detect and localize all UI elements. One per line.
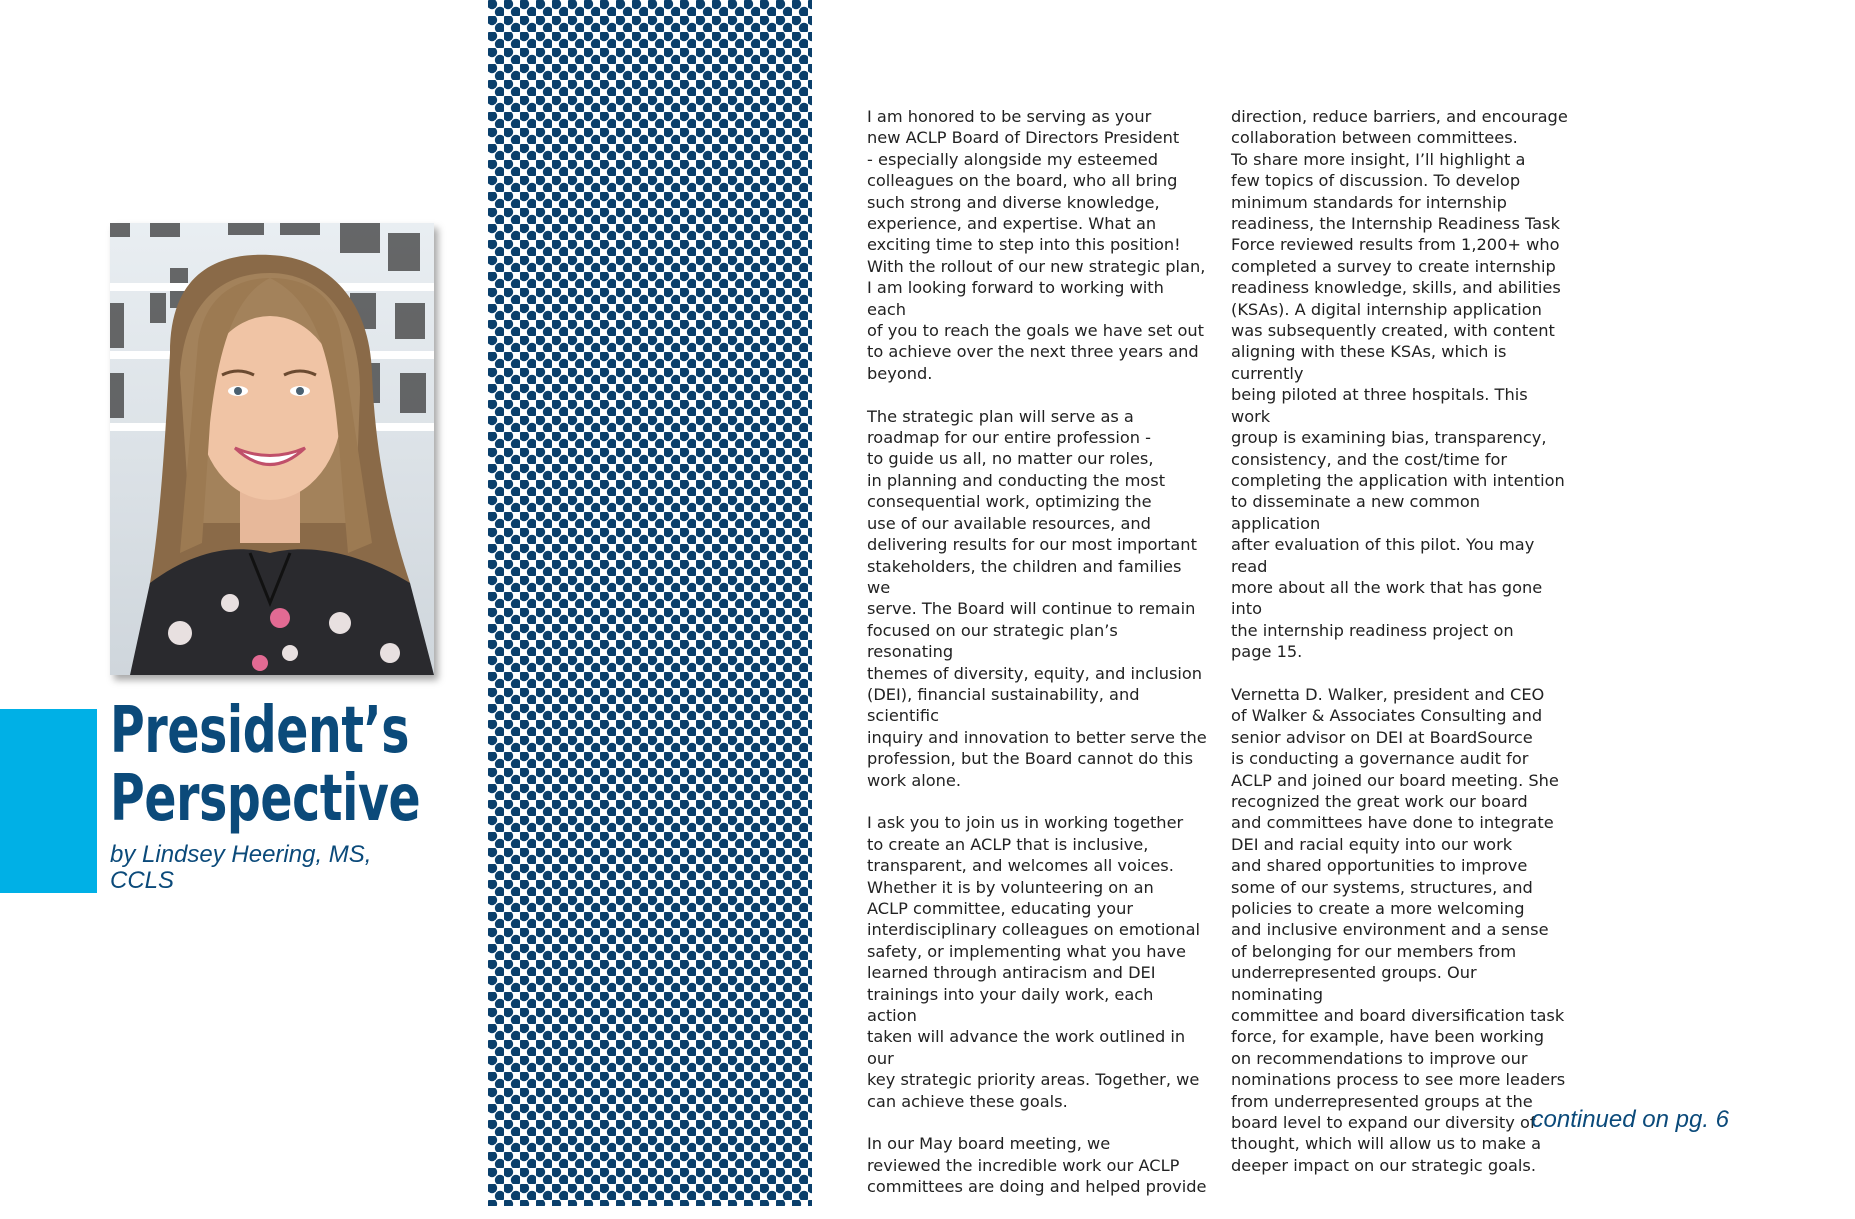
paragraph: The strategic plan will serve as a roadmap for our entire profession - to guide us all, no matter our roles, in planning and conducting the most consequential work, optimizing the use of our available resources, and delivering results for our most important stakeholders, the children and families we serve. The Board will continue to remain focused on our strategic plan’s resonating themes of diversity, equity, and inclusion (DEI), financial sustainability, and scientific inquiry and innovation to better serve the profession, but the Board cannot do this work alone. (867, 406, 1207, 790)
paragraph: I ask you to join us in working together to create an ACLP that is inclusive, transparent, and welcomes all voices. Whether it is by volunteering on an ACLP committee, educating your interdisciplinary colleagues on emotional safety, or implementing what you have learned through antiracism and DEI trainings into your daily work, each action taken will advance the work outlined in our key strategic priority areas. Together, we can achieve these goals. (867, 813, 1200, 1111)
author-photo (110, 223, 434, 675)
title-line-1: President’s (110, 694, 410, 768)
title-line-2: Perspective (110, 762, 421, 836)
paragraph: direction, reduce barriers, and encourage collaboration between committees. To share more insight, I’ll highlight a few topics of discussion. To develop minimum standards for internship readiness, the Internship Readiness Task Force reviewed results from 1,200+ who completed a survey to create internship readiness knowledge, skills, and abilities (KSAs). A digital internship application was subsequently created, with content aligning with these KSAs, which is currently being piloted at three hospitals. This work group is examining bias, transparency, consistency, and the cost/time for completing the application with intention to disseminate a new common application after evaluation of this pilot. You may read more about all the work that has gone into the internship readiness project on page 15. (1231, 107, 1568, 662)
polka-dot-band (488, 0, 812, 1206)
byline: by Lindsey Heering, MS, CCLS (110, 841, 372, 894)
article-column-1 (867, 106, 1207, 1219)
continued-link[interactable]: continued on pg. 6 (1531, 1106, 1729, 1133)
paragraph: Vernetta D. Walker, president and CEO of Walker & Associates Consulting and senior advisor on DEI at BoardSource is conducting a governance audit for ACLP and joined our board meeting. She recognized the great work our board and committees have done to integrate DEI and racial equity into our work and shared opportunities to improve some of our systems, structures, and policies to create a more welcoming and inclusive environment and a sense of belonging for our members from underrepresented groups. Our nominating committee and board diversification task force, for example, have been working on recommendations to improve our nominations process to see more leaders from underrepresented groups at the board level to expand our diversity of thought, which will allow us to make a deeper impact on our strategic goals. (1231, 684, 1566, 1175)
paragraph: In our May board meeting, we reviewed the incredible work our ACLP committees are doing and helped provide (867, 1134, 1207, 1197)
page-title (110, 694, 421, 836)
paragraph: I am honored to be serving as your new ACLP Board of Directors President - especially alongside my esteemed colleagues on the board, who all bring such strong and diverse knowledge, experience, and expertise. What an exciting time to step into this position! With the rollout of our new strategic plan, I am looking forward to working with each of you to reach the goals we have set out to achieve over the next three years and beyond. (867, 107, 1206, 383)
accent-block (0, 709, 97, 893)
article-column-2 (1231, 106, 1571, 1198)
